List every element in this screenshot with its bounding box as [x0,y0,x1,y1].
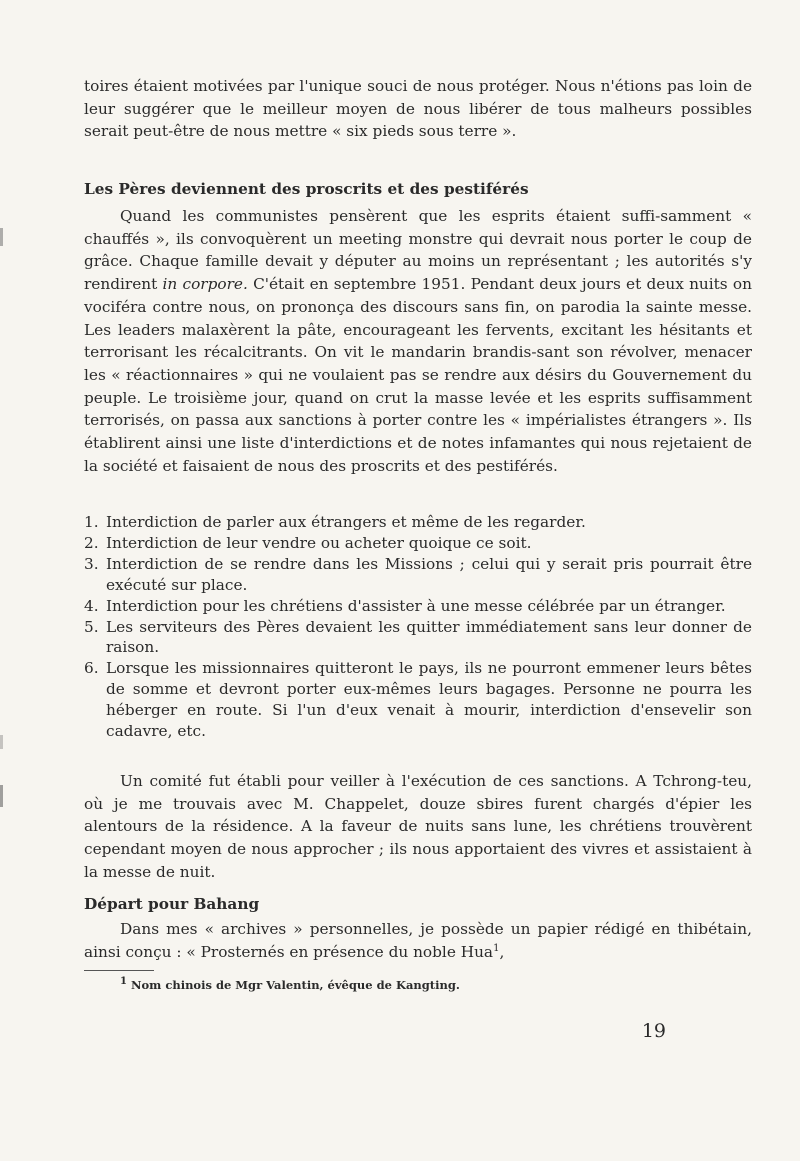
list-item-text: Lorsque les missionnaires quitteront le pays, ils ne pourront emmener leurs bêtes de somme et devront porter eux-mêmes leurs bagages. Personne ne pourra les héberger en route. Si l'un d'eux venait à mourir, interdiction d'ensevelir son cadavre, etc. [106,659,752,741]
paragraph-comite: Un comité fut établi pour veiller à l'exécution de ces sanctions. A Tchrong-teu, où je me trouvais avec M. Chappelet, douze sbires furent chargés d'épier les alentours de la résidence. A la faveur de nuits sans lune, les chrétiens trouvèrent cependant moyen de nous approcher ; ils nous apportaient des vivres et assistaient à la messe de nuit. [84,772,752,881]
paragraph-meeting-text-2: C'était en septembre 1951. Pendant deux jours et deux nuits on vociféra contre nous, on prononça des discours sans fin, on parodia la sainte messe. Les leaders malaxèrent la pâte, encourageant les fervents, excitant les hésitants et terrorisant les récalcitrants. On vit le mandarin brandis-sant son révolver, menacer les « réactionnaires » qui ne voulaient pas se rendre aux désirs du Gouvernement du peuple. Le troisième jour, quand on crut la masse levée et les esprits suffisamment terrorisés, on passa aux sanctions à porter contre les « impérialistes étrangers ». Ils établirent ainsi une liste d'interdictions et de notes infamantes qui nous rejetaient de la société et faisaient de nous des proscrits et des pestiférés. [84,275,752,475]
latin-phrase: in corpore. [162,275,248,294]
list-item [84,658,752,742]
interdictions-list [84,512,752,742]
paragraph-archives-end: , [499,942,505,961]
list-item-number: 3. [84,554,99,573]
paragraph-archives [84,918,752,963]
footnote [120,978,460,992]
list-item-number: 5. [84,617,99,636]
list-item-text: Interdiction de se rendre dans les Missions ; celui qui y serait pris pourrait être exécuté sur place. [106,554,752,594]
list-item-text: Interdiction de parler aux étrangers et même de les regarder. [106,513,586,531]
list-item [84,533,752,554]
list-item-text: Interdiction de leur vendre ou acheter quoique ce soit. [106,533,532,552]
section-heading-bahang: Départ pour Bahang [84,895,260,913]
scan-edge-mark [0,785,3,807]
list-item [84,554,752,596]
list-item-text: Les serviteurs des Pères devaient les quitter immédiatement sans leur donner de raison. [106,617,752,657]
list-item-text: Interdiction pour les chrétiens d'assister à une messe célébrée par un étranger. [106,596,726,615]
scan-edge-mark [0,735,3,749]
list-item [84,512,752,533]
paragraph-archives-text: Dans mes « archives » personnelles, je possède un papier rédigé en thibétain, ainsi conçu : « Prosternés en présence du noble Hua [84,920,752,961]
paragraph-continued: toires étaient motivées par l'unique souci de nous protéger. Nous n'étions pas loin de leur suggérer que le meilleur moyen de nous libérer de tous malheurs possibles serait peut-être de nous mettre « six pieds sous terre ». [84,77,752,141]
section-heading-proscrits: Les Pères deviennent des proscrits et des pestiférés [84,180,529,198]
paragraph-meeting-text-1: Quand les communistes pensèrent que les esprits étaient suffi-samment « chauffés », ils convoquèrent un meeting monstre qui devrait nous porter le coup de grâce. Chaque famille devait y députer au moins un représentant ; les autorités s'y rendirent [84,207,752,294]
list-item-number: 4. [84,596,99,615]
list-item-number: 1. [84,513,99,531]
footnote-reference: 1 [493,942,500,954]
scan-edge-mark [0,228,3,246]
list-item [84,617,752,659]
list-item-number: 6. [84,659,99,678]
paragraph-meeting [84,205,752,477]
footnote-text: Nom chinois de Mgr Valentin, évêque de Kangting. [130,978,460,992]
footnote-divider [84,970,154,971]
footnote-marker: 1 [120,976,127,988]
page-number: 19 [641,1020,666,1042]
list-item [84,596,752,617]
list-item-number: 2. [84,533,99,552]
